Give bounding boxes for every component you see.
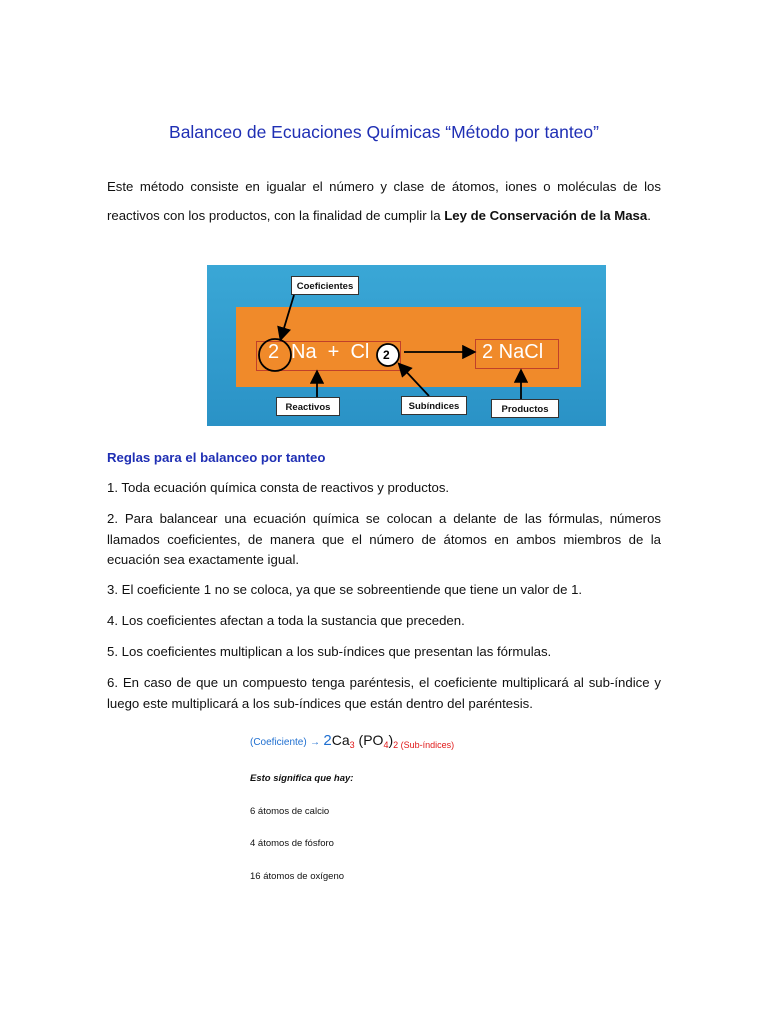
intro-bold-law: Ley de Conservación de la Masa	[444, 208, 648, 223]
rule-item: 4. Los coeficientes afectan a toda la sustancia que preceden.	[107, 613, 465, 628]
example-calcium: Ca	[331, 732, 350, 748]
phosphate-subscript: 4	[383, 740, 389, 750]
atoms-line: 6 átomos de calcio	[250, 806, 330, 817]
intro-text: Este método consiste en igualar el número y clase de átomos, iones o moléculas de los reactivos con los productos, con la finalidad de cumplir la	[107, 179, 661, 223]
outer-subscript: 2	[393, 740, 399, 750]
rule-item: 3. El coeficiente 1 no se coloca, ya que se sobreentiende que tiene un valor de 1.	[107, 582, 583, 597]
rules-heading: Reglas para el balanceo por tanteo	[107, 450, 326, 465]
rule-item: 6. En caso de que un compuesto tenga paréntesis, el coeficiente multiplicará al sub-índice y luego este multiplicará a los sub-índices que están dentro del paréntesis.	[107, 675, 661, 711]
calcium-subscript: 3	[349, 740, 355, 750]
label-coefficients: Coeficientes	[291, 276, 359, 295]
equation-diagram	[207, 265, 606, 426]
label-reactants: Reactivos	[276, 397, 340, 416]
rule-item: 5. Los coeficientes multiplican a los sub-índices que presentan las fórmulas.	[107, 644, 552, 659]
example-close-paren: )	[388, 732, 394, 748]
label-products: Productos	[491, 399, 559, 418]
equation-coefficient: 2	[268, 341, 280, 363]
atoms-line: 4 átomos de fósforo	[250, 838, 334, 849]
arrow-icon: →	[310, 737, 321, 748]
intro-paragraph	[107, 172, 661, 230]
equation-subscript: 2	[383, 348, 390, 362]
example-coefficient: 2	[323, 732, 332, 749]
subscript-arrow	[400, 365, 429, 396]
intro-end: .	[647, 208, 651, 223]
equation-products: 2 NaCl	[482, 341, 544, 363]
label-subscripts: Subíndices	[401, 396, 467, 415]
rule-item: 1. Toda ecuación química consta de reactivos y productos.	[107, 480, 450, 495]
equation-reactants: Na + Cl	[291, 341, 370, 363]
coefficient-label: (Coeficiente)	[250, 737, 307, 748]
coefficient-arrow	[281, 295, 294, 338]
page-title: Balanceo de Ecuaciones Químicas “Método por tanteo”	[169, 122, 599, 142]
meaning-line: Esto significa que hay:	[250, 773, 354, 784]
atoms-line: 16 átomos de oxígeno	[250, 871, 345, 882]
formula-example	[250, 732, 454, 749]
rule-item: 2. Para balancear una ecuación química se colocan a delante de las fórmulas, números llamados coeficientes, de manera que el número de átomos en ambos miembros de la ecuación sea exactamente igual.	[107, 511, 661, 567]
subscripts-label: (Sub-índices)	[398, 740, 455, 750]
example-phosphate: (PO	[354, 732, 384, 748]
